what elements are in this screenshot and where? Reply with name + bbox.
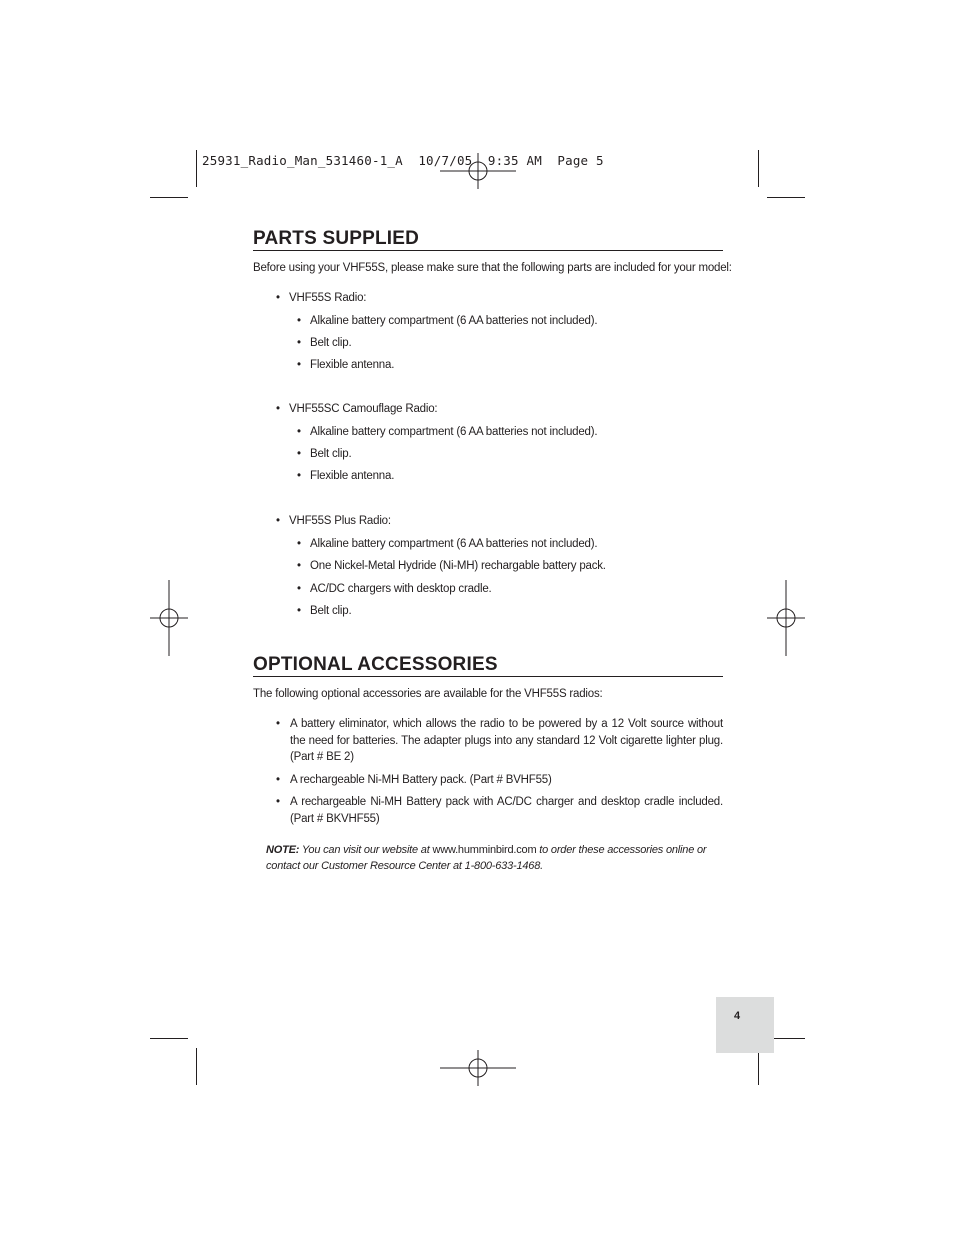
crop-mark xyxy=(196,150,197,187)
part-text: One Nickel-Metal Hydride (Ni-MH) rechargable battery pack. xyxy=(310,560,606,572)
bullet: • xyxy=(297,359,301,371)
part-text: Alkaline battery compartment (6 AA batteries not included). xyxy=(310,538,598,550)
note-text: You can visit our website at xyxy=(299,844,433,856)
registration-mark-icon xyxy=(440,153,516,189)
bullet: • xyxy=(276,515,280,527)
accessory-text: A rechargeable Ni-MH Battery pack. (Part # BVHF55) xyxy=(290,774,552,786)
part-item xyxy=(297,469,394,483)
print-slug-line: 25931_Radio_Man_531460-1_A 10/7/05 9:35 AM Page 5 xyxy=(202,153,604,168)
bullet: • xyxy=(297,337,301,349)
model-name: VHF55S Plus Radio: xyxy=(289,515,391,527)
bullet: • xyxy=(276,292,280,304)
part-item xyxy=(297,314,597,328)
model-item xyxy=(276,402,437,416)
part-item xyxy=(297,582,492,596)
note-label: NOTE: xyxy=(266,844,300,856)
crop-mark xyxy=(150,1038,188,1039)
part-item xyxy=(297,425,597,439)
registration-mark-icon xyxy=(150,580,188,656)
model-name: VHF55S Radio: xyxy=(289,292,367,304)
bullet: • xyxy=(297,315,301,327)
bullet: • xyxy=(276,718,280,730)
registration-mark-icon xyxy=(440,1050,516,1086)
note-paragraph xyxy=(266,842,726,874)
website-link[interactable]: www.humminbird.com xyxy=(432,844,537,856)
part-text: Belt clip. xyxy=(310,337,352,349)
bullet: • xyxy=(297,560,301,572)
bullet: • xyxy=(297,470,301,482)
note-text: to order these accessories online or contact our Customer Resource Center at 1-800-633-1468. xyxy=(266,844,707,872)
part-text: Flexible antenna. xyxy=(310,470,395,482)
bullet: • xyxy=(297,605,301,617)
accessories-intro: The following optional accessories are available for the VHF55S radios: xyxy=(253,688,603,700)
model-name: VHF55SC Camouflage Radio: xyxy=(289,403,438,415)
part-item xyxy=(297,447,351,461)
accessory-text: A battery eliminator, which allows the radio to be powered by a 12 Volt source without the need for batteries. The adapter plugs into any standard 12 Volt cigarette lighter plug. (Part # BE 2) xyxy=(290,718,723,763)
part-item xyxy=(297,358,394,372)
accessory-item xyxy=(276,716,723,766)
accessory-item xyxy=(276,794,723,827)
part-item xyxy=(297,336,351,350)
page-number: 4 xyxy=(734,1010,741,1022)
part-text: Alkaline battery compartment (6 AA batteries not included). xyxy=(310,426,598,438)
part-text: Belt clip. xyxy=(310,605,352,617)
page-number-tab xyxy=(716,997,774,1053)
bullet: • xyxy=(276,796,280,808)
crop-mark xyxy=(758,150,759,187)
parts-supplied-heading: PARTS SUPPLIED xyxy=(253,229,723,251)
crop-mark xyxy=(758,1048,759,1085)
accessory-text: A rechargeable Ni-MH Battery pack with AC/DC charger and desktop cradle included. (Part # BKVHF55) xyxy=(290,796,723,825)
part-text: AC/DC chargers with desktop cradle. xyxy=(310,583,492,595)
parts-intro: Before using your VHF55S, please make sure that the following parts are included for your model: xyxy=(253,262,732,274)
part-item xyxy=(297,559,606,573)
part-item xyxy=(297,604,351,618)
bullet: • xyxy=(276,403,280,415)
bullet: • xyxy=(297,538,301,550)
registration-mark-icon xyxy=(767,580,805,656)
part-item xyxy=(297,537,597,551)
bullet: • xyxy=(276,774,280,786)
part-text: Belt clip. xyxy=(310,448,352,460)
optional-accessories-heading: OPTIONAL ACCESSORIES xyxy=(253,655,723,677)
bullet: • xyxy=(297,448,301,460)
crop-mark xyxy=(196,1048,197,1085)
accessory-item xyxy=(276,772,723,789)
model-item xyxy=(276,514,391,528)
bullet: • xyxy=(297,583,301,595)
bullet: • xyxy=(297,426,301,438)
crop-mark xyxy=(767,197,805,198)
crop-mark xyxy=(150,197,188,198)
part-text: Alkaline battery compartment (6 AA batteries not included). xyxy=(310,315,598,327)
model-item xyxy=(276,291,366,305)
part-text: Flexible antenna. xyxy=(310,359,395,371)
